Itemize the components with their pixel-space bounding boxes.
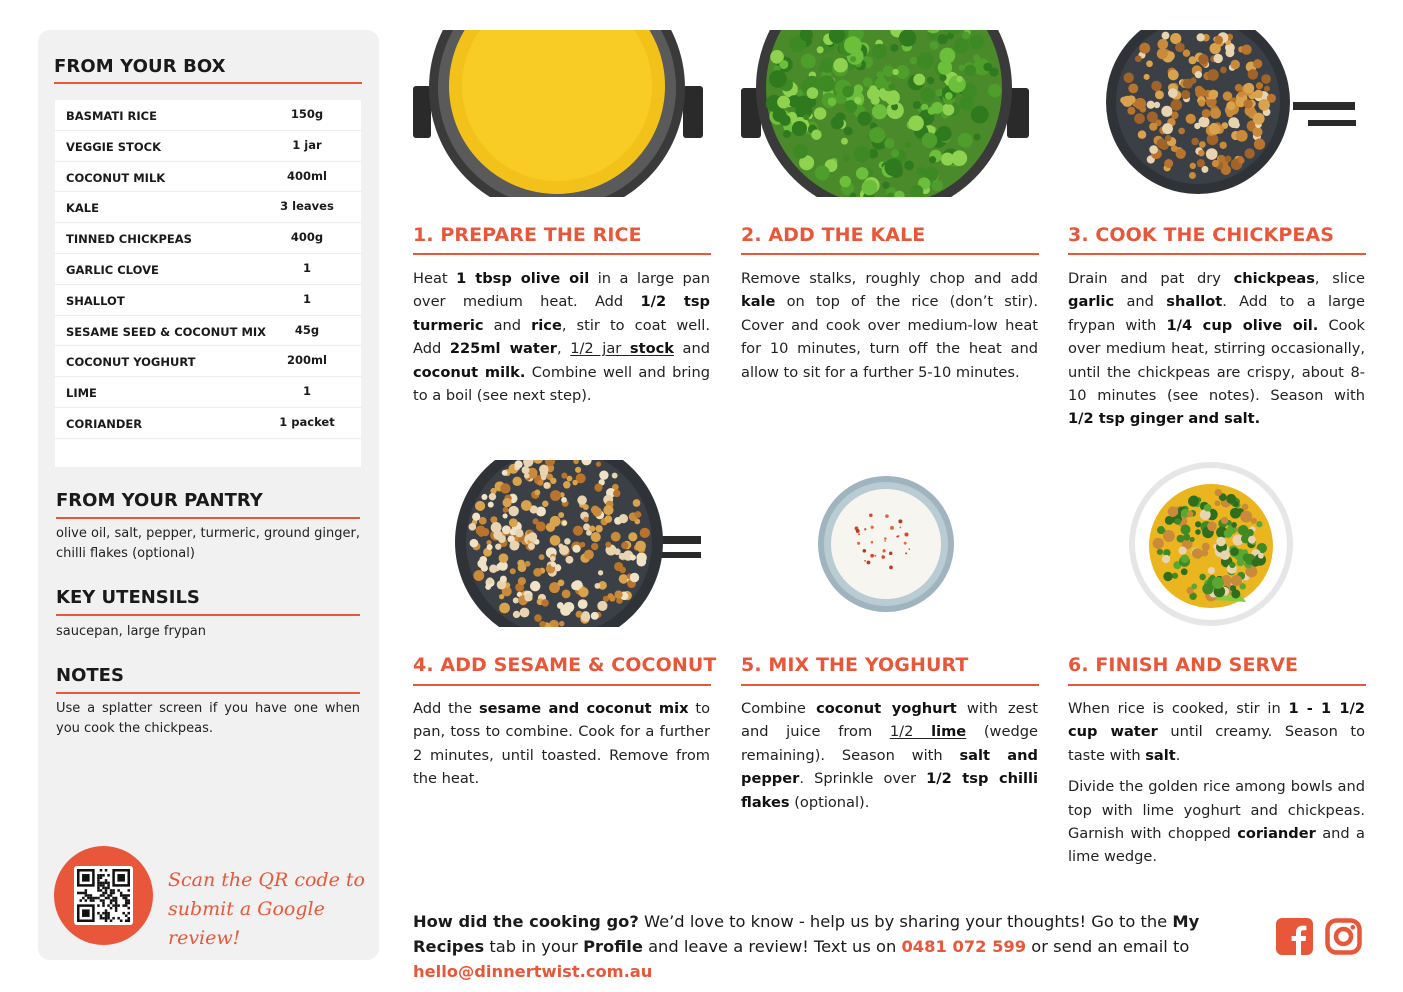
phone-link[interactable]: 0481 072 599 [901, 937, 1027, 956]
frypan-chickpeas-icon [1068, 30, 1366, 197]
ingredient-row [55, 223, 361, 254]
instagram-icon[interactable] [1325, 918, 1362, 955]
ingredient-row [55, 254, 361, 285]
ingredient-row [55, 285, 361, 316]
pan-yellow-rice-icon [413, 30, 711, 197]
ingredient-qty: 45g [294, 322, 320, 337]
ingredient-qty: 1 [302, 384, 311, 399]
ingredient-name: COCONUT MILK [66, 170, 166, 185]
step-paragraph: Drain and pat dry chickpeas, slice garlic and shallot. Add to a large frypan with 1/4 cup olive oil. Cook over medium heat, stirring occasionally, until the chickpeas are crispy, about 8-10 minutes (see notes). Season with 1/2 tsp ginger and salt. [1068, 270, 1366, 428]
my-recipes-link[interactable]: My Recipes [413, 912, 1200, 956]
box-title: FROM YOUR BOX [54, 56, 226, 77]
divider [413, 684, 711, 686]
footer-text-4: or send an email to [1026, 937, 1190, 956]
step-instructions [413, 267, 710, 407]
qr-line-2: submit a Google review! [168, 898, 325, 949]
ingredient-name: VEGGIE STOCK [66, 139, 162, 154]
ingredient-qty: 1 [302, 260, 311, 275]
ingredient-row [55, 100, 361, 131]
divider [56, 692, 360, 694]
step-instructions [1068, 697, 1365, 869]
ingredient-row [55, 346, 361, 377]
pantry-text: olive oil, salt, pepper, turmeric, ground ginger, chilli flakes (optional) [56, 526, 360, 561]
ingredient-name: CORIANDER [66, 416, 143, 431]
ingredient-row [55, 162, 361, 193]
footer-text-3: and leave a review! Text us on [642, 937, 902, 956]
ingredient-name: TINNED CHICKPEAS [66, 232, 192, 247]
ingredient-qty: 400ml [287, 168, 327, 183]
ingredient-qty: 150g [290, 107, 324, 121]
divider [741, 684, 1039, 686]
ingredient-name: GARLIC CLOVE [66, 262, 159, 277]
divider [741, 253, 1039, 255]
step-paragraph: Remove stalks, roughly chop and add kale on top of the rice (don’t stir). Cover and cook over medium-low heat for 10 minutes, turn off the heat and allow to sit for a further 5-10 minutes. [741, 270, 1038, 381]
step-paragraph: When rice is cooked, stir in 1 - 1 1/2 cup water until creamy. Season to taste with salt. [1068, 700, 1365, 764]
divider [413, 253, 711, 255]
step-title: 5. MIX THE YOGHURT [741, 654, 969, 676]
divider [1068, 684, 1366, 686]
step-title: 6. FINISH AND SERVE [1068, 654, 1299, 676]
ingredient-row [55, 131, 361, 162]
step-paragraph: Divide the golden rice among bowls and top with lime yoghurt and chickpeas. Garnish with chopped coriander and a lime wedge. [1068, 778, 1365, 866]
email-link[interactable]: hello@dinnertwist.com.au [413, 962, 653, 981]
ingredient-qty: 1 jar [292, 137, 322, 152]
ingredient-qty: 200ml [287, 353, 327, 368]
ingredients-table [55, 100, 361, 467]
ingredient-qty: 1 packet [279, 414, 335, 429]
step-instructions [741, 267, 1038, 384]
notes-title: NOTES [56, 665, 124, 686]
step-title: 2. ADD THE KALE [741, 224, 926, 246]
qr-call-to-action [168, 866, 368, 953]
qr-code-icon[interactable] [74, 866, 133, 925]
step-title: 1. PREPARE THE RICE [413, 224, 642, 246]
ingredient-row [55, 316, 361, 347]
step-title: 3. COOK THE CHICKPEAS [1068, 224, 1335, 246]
step-instructions [1068, 267, 1365, 431]
divider [54, 82, 362, 84]
step-instructions [413, 697, 710, 791]
ingredient-name: KALE [66, 201, 99, 216]
ingredient-name: SESAME SEED & COCONUT MIX [66, 324, 267, 339]
ingredient-name: COCONUT YOGHURT [66, 355, 196, 370]
step-instructions [741, 697, 1038, 814]
qr-badge[interactable] [54, 846, 153, 945]
plated-dish-icon [1068, 460, 1366, 627]
divider [56, 517, 360, 519]
ingredient-name: LIME [66, 386, 97, 401]
qr-line-1: Scan the QR code to [168, 869, 365, 891]
footer-question: How did the cooking go? [413, 912, 639, 931]
ingredient-qty: 3 leaves [280, 199, 334, 214]
ingredient-row [55, 192, 361, 223]
notes-text: Use a splatter screen if you have one when you cook the chickpeas. [56, 701, 360, 736]
bowl-yoghurt-icon [741, 460, 1039, 627]
review-footer [413, 909, 1273, 984]
footer-text-1: We’d love to know - help us by sharing your thoughts! Go to the [638, 912, 1173, 931]
step-paragraph: Combine coconut yoghurt with zest and juice from 1/2 lime (wedge remaining). Season with salt and pepper. Sprinkle over 1/2 tsp chilli flakes (optional). [741, 700, 1038, 811]
ingredient-name: BASMATI RICE [66, 109, 157, 123]
pan-kale-icon [741, 30, 1039, 197]
divider [56, 614, 360, 616]
footer-text-2: tab in your [484, 937, 584, 956]
ingredients-sidebar [38, 30, 379, 960]
utensils-text: saucepan, large frypan [56, 624, 206, 639]
ingredient-row [55, 377, 361, 408]
ingredient-qty: 1 [302, 291, 311, 306]
pantry-title: FROM YOUR PANTRY [56, 490, 263, 511]
step-paragraph: Add the sesame and coconut mix to pan, toss to combine. Cook for a further 2 minutes, until toasted. Remove from the heat. [413, 700, 710, 788]
ingredient-row [55, 408, 361, 439]
ingredient-qty: 400g [290, 230, 324, 245]
divider [1068, 253, 1366, 255]
step-title: 4. ADD SESAME & COCONUT [413, 654, 717, 676]
facebook-icon[interactable] [1276, 918, 1313, 955]
step-paragraph: Heat 1 tbsp olive oil in a large pan over medium heat. Add 1/2 tsp turmeric and rice, stir to coat well. Add 225ml water, 1/2 jar stock and coconut milk. Combine well and bring to a boil (see next step). [413, 270, 711, 405]
utensils-title: KEY UTENSILS [56, 587, 200, 608]
frypan-sesame-coconut-icon [413, 460, 711, 627]
ingredient-name: SHALLOT [66, 293, 125, 308]
profile-link[interactable]: Profile [583, 937, 643, 956]
